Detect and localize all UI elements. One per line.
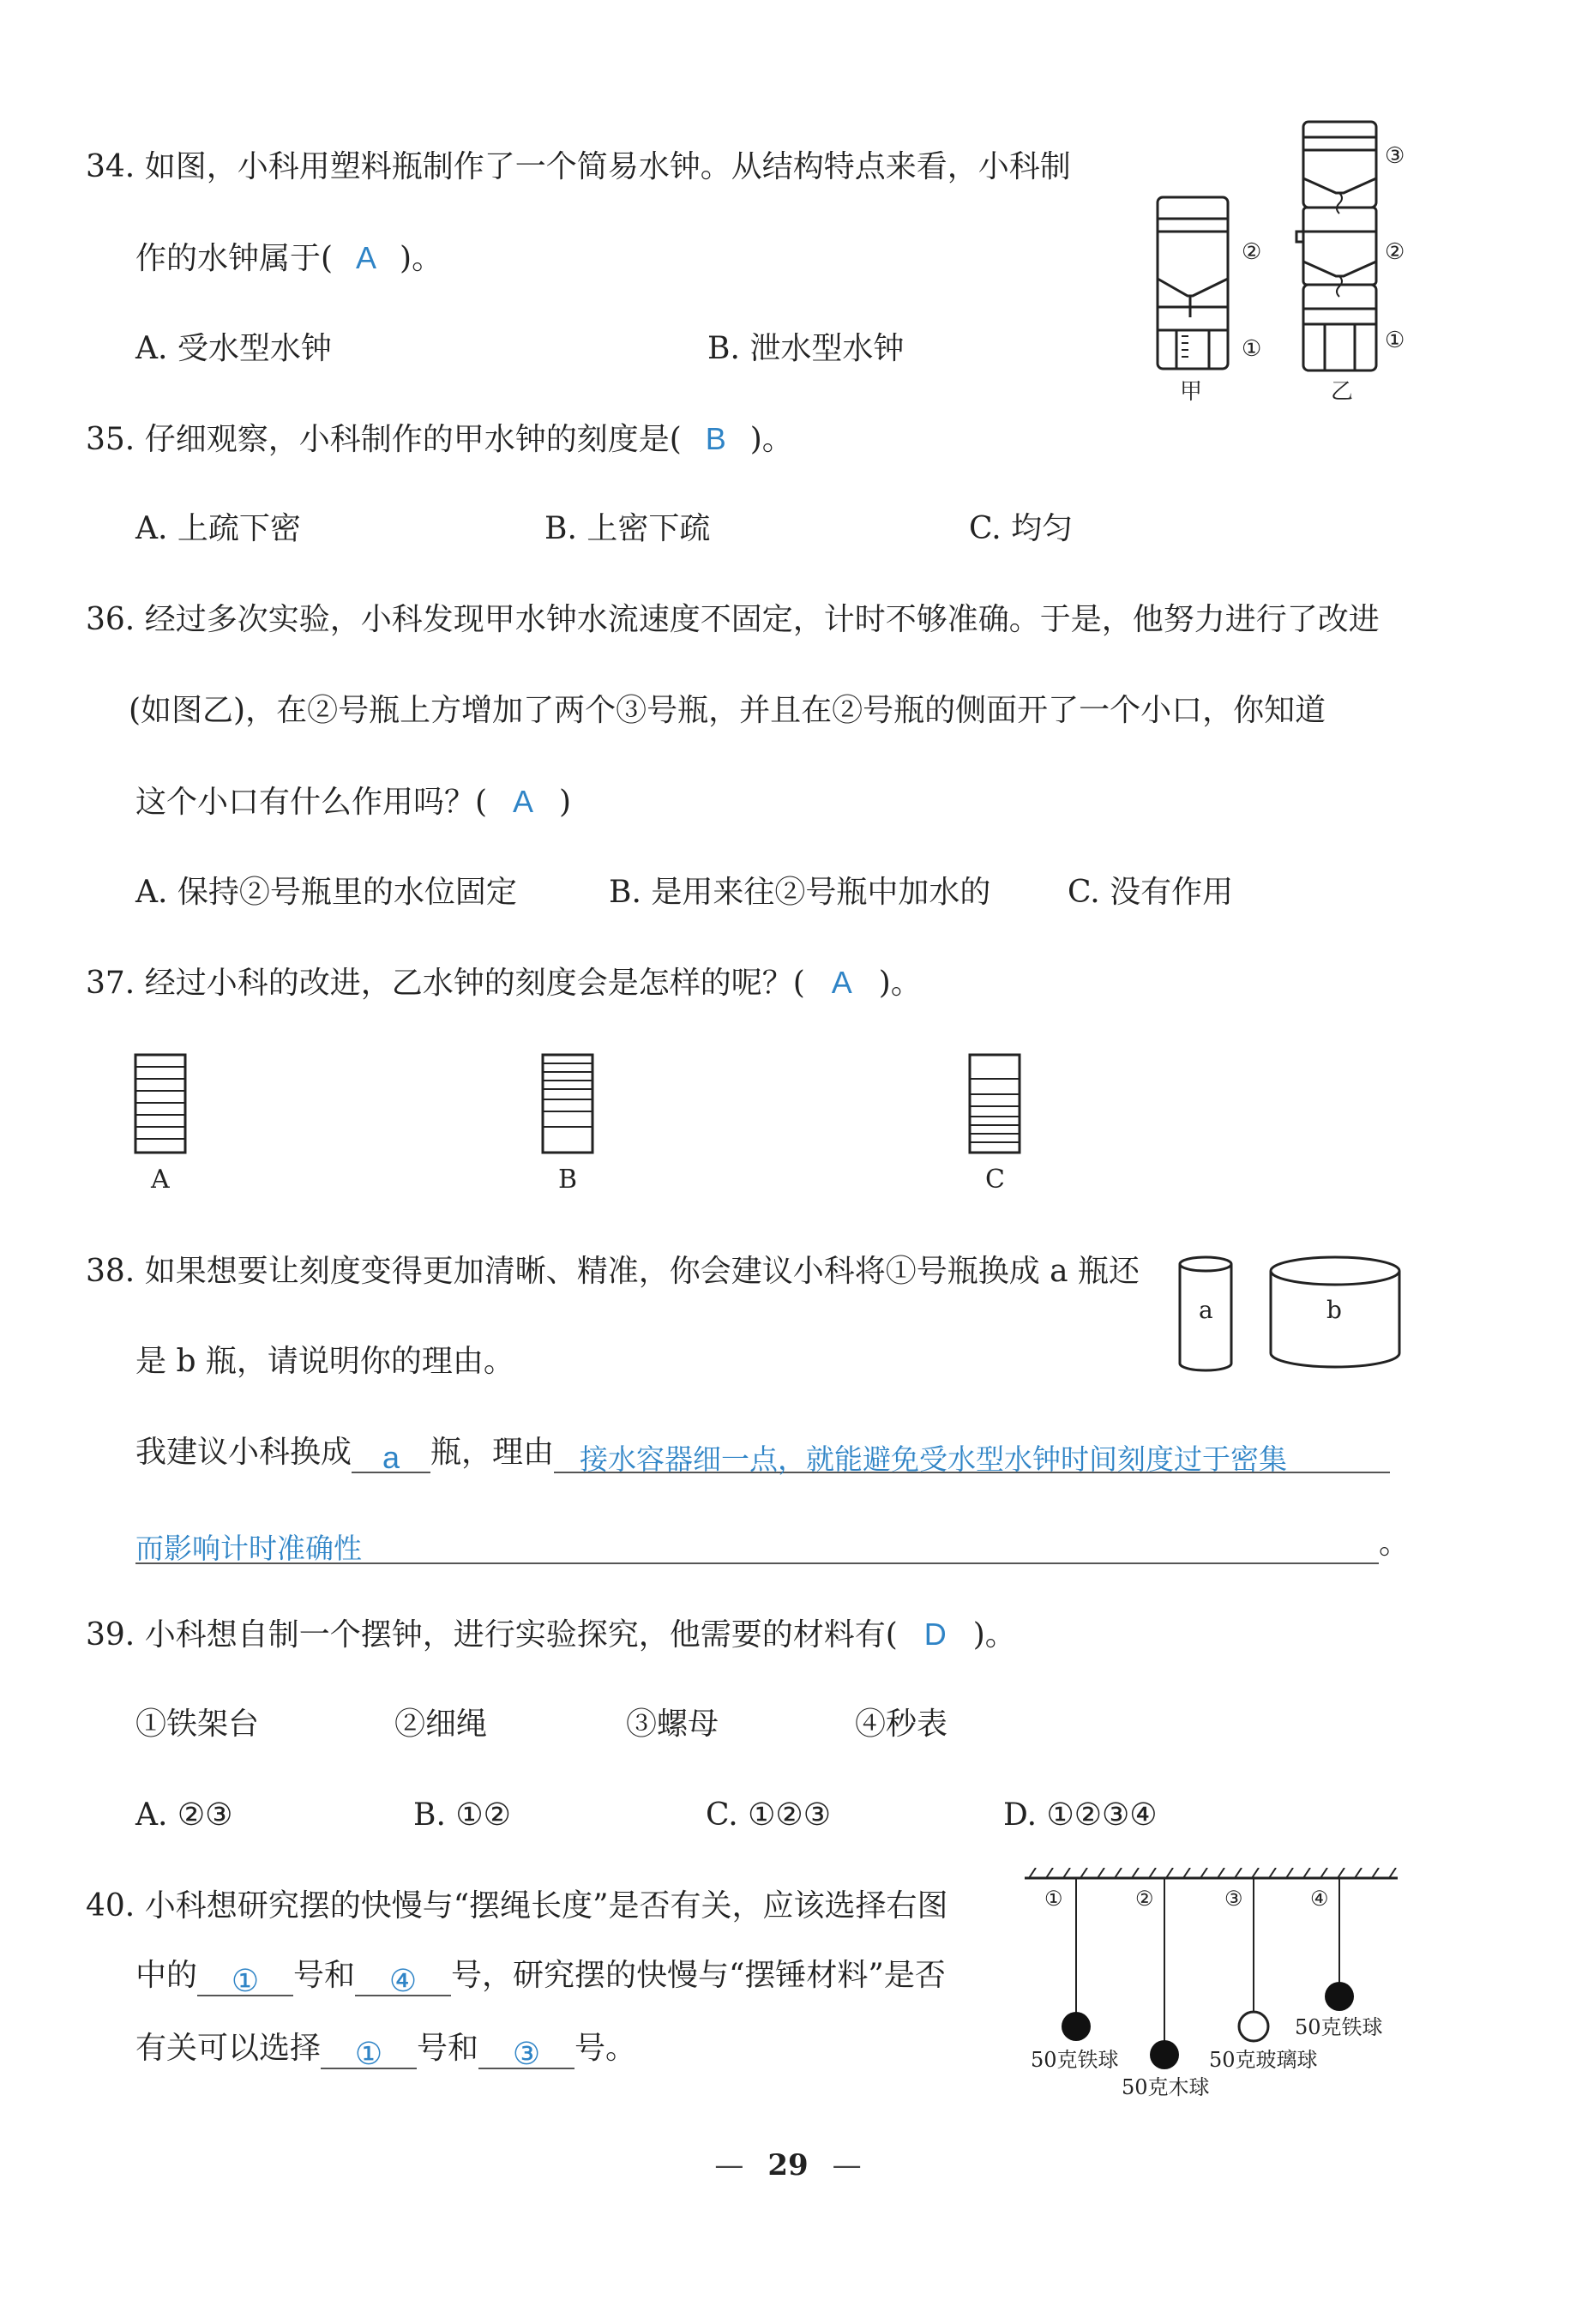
q39-option-a: A. ②③ — [135, 1797, 233, 1833]
pendulum-3-bob — [1239, 2012, 1268, 2041]
q36-option-b: B. 是用来往②号瓶中加水的 — [609, 875, 991, 910]
q40-blank-2: ④ — [355, 1960, 451, 1996]
q39-stem-pre: 39. 小科想自制一个摆钟，进行实验探究，他需要的材料有( — [86, 1617, 898, 1653]
fig34-yi-n3: ③ — [1385, 143, 1405, 169]
q40-line3-post: 号。 — [574, 2031, 637, 2066]
q37-stem — [86, 962, 922, 1004]
water-clock-yi — [1296, 122, 1376, 370]
q38-reason-line2: 而影响计时准确性 — [135, 1528, 1379, 1564]
q40-blank-3: ① — [321, 2033, 417, 2069]
q39-answer: D — [923, 1617, 947, 1652]
q40-line2-pre: 中的 — [135, 1958, 198, 1993]
q34-answer: A — [356, 240, 377, 275]
q39-stem — [86, 1614, 1016, 1656]
fig34-jia-n2: ② — [1242, 239, 1262, 265]
q38-line4 — [135, 1523, 1410, 1564]
q38-reason-line1: 接水容器细一点，就能避免受水型水钟时间刻度过于密集 — [554, 1439, 1390, 1473]
pendulum-3-number: ③ — [1224, 1887, 1243, 1911]
scale-label-a: A — [151, 1165, 170, 1195]
pendulum-4-label: 50克铁球 — [1295, 2015, 1383, 2039]
fig34-label-jia: 甲 — [1180, 379, 1203, 405]
q36-line2: (如图乙)，在②号瓶上方增加了两个③号瓶，并且在②号瓶的侧面开了一个小口，你知道 — [129, 693, 1326, 728]
pendulum-4-bob — [1325, 1982, 1354, 2011]
q35-answer: B — [705, 421, 726, 456]
q35-option-a: A. 上疏下密 — [135, 511, 301, 546]
pendulum-4-number: ④ — [1310, 1887, 1329, 1911]
q35-stem — [86, 418, 793, 461]
q39-option-c: C. ①②③ — [706, 1797, 831, 1833]
q37-stem-post: )。 — [878, 966, 922, 1001]
q36-option-a: A. 保持②号瓶里的水位固定 — [135, 875, 517, 910]
page-number-value: 29 — [767, 2148, 809, 2183]
scale-b-ticks — [543, 1063, 593, 1127]
water-clock-figure — [1140, 111, 1415, 415]
q34-stem-post: )。 — [400, 241, 443, 276]
q39-stem-post: )。 — [972, 1617, 1016, 1653]
q37-answer: A — [831, 965, 852, 1000]
q39-material-2: ②细绳 — [394, 1707, 488, 1742]
q40-line3-mid: 号和 — [417, 2031, 479, 2066]
scale-c-ticks — [970, 1079, 1020, 1142]
q36-option-c: C. 没有作用 — [1068, 875, 1234, 910]
bottle-label-b: b — [1326, 1296, 1342, 1324]
q40-blank-1: ① — [197, 1960, 293, 1996]
page-number — [0, 2148, 1576, 2183]
pendulum-1-bob — [1062, 2012, 1091, 2041]
scale-option-b — [536, 1053, 605, 1202]
q34-line2 — [135, 238, 442, 280]
q40-line1: 40. 小科想研究摆的快慢与“摆绳长度”是否有关，应该选择右图 — [86, 1888, 948, 1924]
scale-option-a — [129, 1053, 197, 1202]
pendulum-2-bob — [1150, 2040, 1179, 2069]
fig34-yi-n2: ② — [1385, 239, 1405, 265]
pendulum-3-label: 50克玻璃球 — [1209, 2048, 1318, 2072]
q34-option-b: B. 泄水型水钟 — [707, 331, 905, 366]
q36-stem-post: ) — [559, 785, 572, 820]
pendulum-2-label: 50克木球 — [1122, 2075, 1210, 2099]
support-hatching — [1029, 1868, 1396, 1878]
q34-option-a: A. 受水型水钟 — [135, 331, 332, 366]
bottle-label-a: a — [1199, 1296, 1213, 1324]
q38-end: 。 — [1379, 1526, 1411, 1561]
scale-option-c — [963, 1053, 1032, 1202]
q35-option-c: C. 均匀 — [969, 511, 1074, 546]
scale-label-c: C — [985, 1165, 1005, 1195]
q40-blank-4: ③ — [478, 2033, 574, 2069]
q34-line1: 34. 如图，小科用塑料瓶制作了一个简易水钟。从结构特点来看，小科制 — [86, 149, 1071, 184]
q36-line1: 36. 经过多次实验，小科发现甲水钟水流速度不固定，计时不够准确。于是，他努力进行了改进 — [86, 602, 1380, 637]
pendulum-2-number: ② — [1135, 1887, 1154, 1911]
q35-stem-pre: 35. 仔细观察，小科制作的甲水钟的刻度是( — [86, 422, 682, 457]
q38-line1: 38. 如果想要让刻度变得更加清晰、精准，你会建议小科将①号瓶换成 a 瓶还 — [86, 1254, 1140, 1289]
pendulum-1-label: 50克铁球 — [1031, 2048, 1119, 2072]
scale-label-b: B — [558, 1165, 578, 1195]
q39-option-b: B. ①② — [413, 1797, 511, 1833]
q39-material-3: ③螺母 — [626, 1707, 719, 1742]
q40-line2-post: 号，研究摆的快慢与“摆锤材料”是否 — [451, 1958, 946, 1993]
pendulum-1-number: ① — [1044, 1887, 1063, 1911]
bottles-figure — [1175, 1252, 1406, 1384]
q34-stem-pre: 作的水钟属于( — [135, 241, 334, 276]
q38-prompt-pre: 我建议小科换成 — [135, 1435, 352, 1470]
q39-option-d: D. ①②③④ — [1003, 1797, 1158, 1833]
q40-line2-mid: 号和 — [293, 1958, 356, 1993]
q38-prompt-mid: 瓶，理由 — [430, 1435, 555, 1470]
fig34-yi-n1: ① — [1385, 328, 1405, 353]
water-clock-jia — [1158, 197, 1228, 369]
q36-stem-pre: 这个小口有什么作用吗？( — [135, 785, 488, 820]
q35-option-b: B. 上密下疏 — [544, 511, 711, 546]
pendulum-figure — [1020, 1868, 1405, 2111]
fig34-label-yi: 乙 — [1331, 379, 1354, 405]
q38-line2: 是 b 瓶，请说明你的理由。 — [135, 1344, 514, 1379]
q37-stem-pre: 37. 经过小科的改进，乙水钟的刻度会是怎样的呢？( — [86, 966, 805, 1001]
q39-material-1: ①铁架台 — [135, 1707, 260, 1742]
q39-material-4: ④秒表 — [855, 1707, 948, 1742]
q38-line3 — [135, 1432, 1390, 1476]
page-dash-left: — — [714, 2148, 744, 2183]
q35-stem-post: )。 — [749, 422, 793, 457]
page-dash-right: — — [832, 2148, 862, 2183]
q36-line3 — [135, 781, 571, 823]
q40-line2 — [135, 1955, 946, 1996]
q40-line3 — [135, 2028, 636, 2069]
q36-answer: A — [513, 784, 534, 819]
q40-line3-pre: 有关可以选择 — [135, 2031, 322, 2066]
fig34-jia-n1: ① — [1242, 336, 1262, 362]
q38-bottle-blank: a — [352, 1437, 430, 1473]
scale-a-ticks — [135, 1067, 185, 1139]
